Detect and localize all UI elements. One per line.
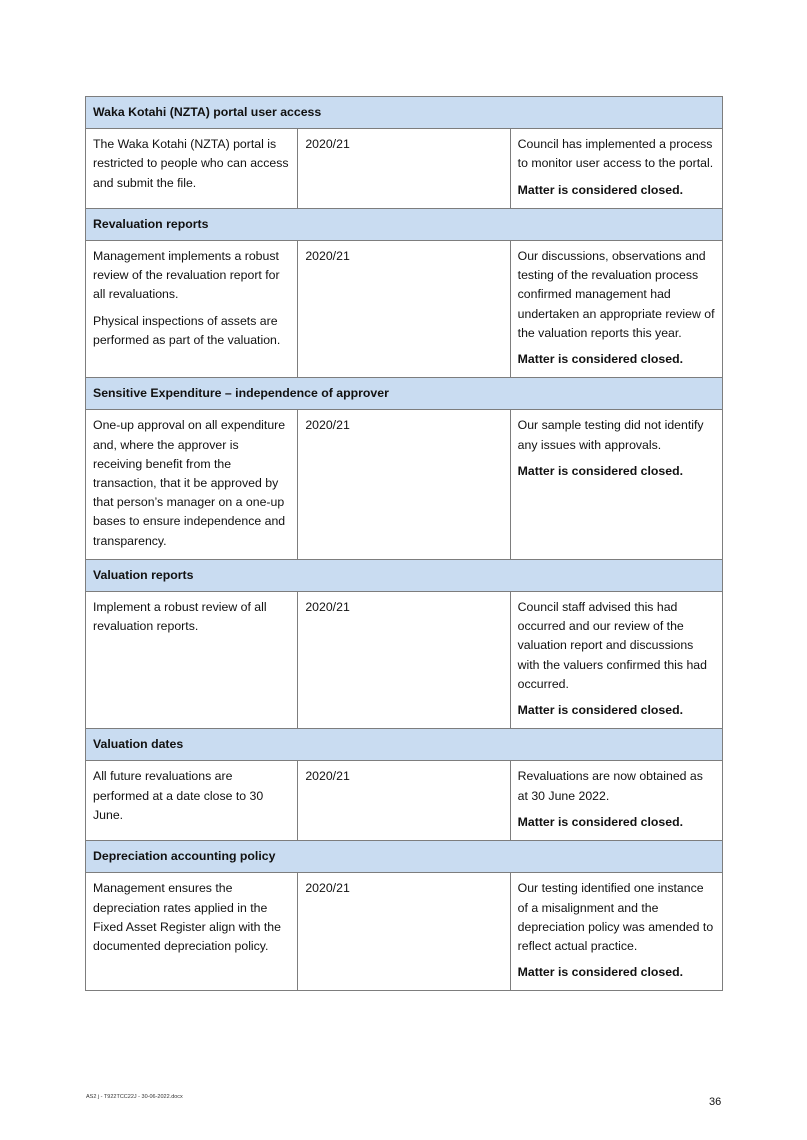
recommendation-cell xyxy=(86,410,298,559)
section-heading-row xyxy=(86,208,723,240)
recommendation-text: Management ensures the depreciation rates applied in the Fixed Asset Register align with the documented depreciation policy. xyxy=(93,881,281,953)
status-text: Matter is considered closed. xyxy=(517,703,684,718)
year-cell: 2020/21 xyxy=(298,241,510,378)
comment-text: Our testing identified one instance of a misalignment and the depreciation policy was amended to reflect actual practice. xyxy=(517,881,714,953)
section-heading: Depreciation accounting policy xyxy=(86,841,723,873)
section-heading-row xyxy=(86,378,723,410)
year-cell: 2020/21 xyxy=(298,410,510,559)
comment-cell xyxy=(510,873,722,991)
status-text: Matter is considered closed. xyxy=(517,965,684,980)
footer-document-reference: AS2 j - T922TCC22J - 30-06-2022.docx xyxy=(86,1094,183,1100)
recommendation-text: All future revaluations are performed at a date close to 30 June. xyxy=(93,769,264,822)
comment-text: Council has implemented a process to monitor user access to the portal. xyxy=(517,137,714,171)
comment-text: Our sample testing did not identify any issues with approvals. xyxy=(517,418,704,452)
finding-row xyxy=(86,592,723,729)
section-heading: Sensitive Expenditure – independence of approver xyxy=(86,378,723,410)
recommendation-text: Management implements a robust review of the revaluation report for all revaluations. xyxy=(93,249,280,302)
finding-row xyxy=(86,410,723,559)
status-text: Matter is considered closed. xyxy=(517,463,684,478)
recommendation-text: Physical inspections of assets are performed as part of the valuation. xyxy=(93,313,281,347)
status-text: Matter is considered closed. xyxy=(517,182,684,197)
comment-cell xyxy=(510,129,722,209)
year-cell: 2020/21 xyxy=(298,129,510,209)
status-text: Matter is considered closed. xyxy=(517,814,684,829)
recommendation-text: One-up approval on all expenditure and, where the approver is receiving benefit from the transaction, that it be approved by that person’s manager on a one-up bases to ensure independence and transparency. xyxy=(93,418,286,548)
year-cell: 2020/21 xyxy=(298,592,510,729)
recommendation-cell xyxy=(86,129,298,209)
finding-row xyxy=(86,873,723,991)
year-cell: 2020/21 xyxy=(298,761,510,841)
page-number: 36 xyxy=(709,1096,722,1108)
section-heading: Waka Kotahi (NZTA) portal user access xyxy=(86,97,723,129)
section-heading-row xyxy=(86,97,723,129)
finding-row xyxy=(86,129,723,209)
section-heading-row xyxy=(86,841,723,873)
comment-text: Our discussions, observations and testing of the revaluation process confirmed management had undertaken an appropriate review of the valuation reports this year. xyxy=(517,249,715,340)
comment-text: Council staff advised this had occurred and our review of the valuation report and discussions with the valuers confirmed this had occurred. xyxy=(517,600,707,691)
section-heading-row xyxy=(86,559,723,591)
finding-row xyxy=(86,761,723,841)
status-text: Matter is considered closed. xyxy=(517,352,684,367)
year-cell: 2020/21 xyxy=(298,873,510,991)
finding-row xyxy=(86,241,723,378)
recommendation-text: The Waka Kotahi (NZTA) portal is restricted to people who can access and submit the file. xyxy=(93,137,289,190)
comment-text: Revaluations are now obtained as at 30 June 2022. xyxy=(517,769,703,803)
section-heading: Valuation dates xyxy=(86,729,723,761)
comment-cell xyxy=(510,592,722,729)
findings-table xyxy=(85,96,723,991)
recommendation-cell xyxy=(86,873,298,991)
comment-cell xyxy=(510,761,722,841)
recommendation-cell xyxy=(86,592,298,729)
recommendation-text: Implement a robust review of all revaluation reports. xyxy=(93,600,267,634)
section-heading-row xyxy=(86,729,723,761)
recommendation-cell xyxy=(86,761,298,841)
section-heading: Revaluation reports xyxy=(86,208,723,240)
recommendation-cell xyxy=(86,241,298,378)
comment-cell xyxy=(510,410,722,559)
section-heading: Valuation reports xyxy=(86,559,723,591)
comment-cell xyxy=(510,241,722,378)
